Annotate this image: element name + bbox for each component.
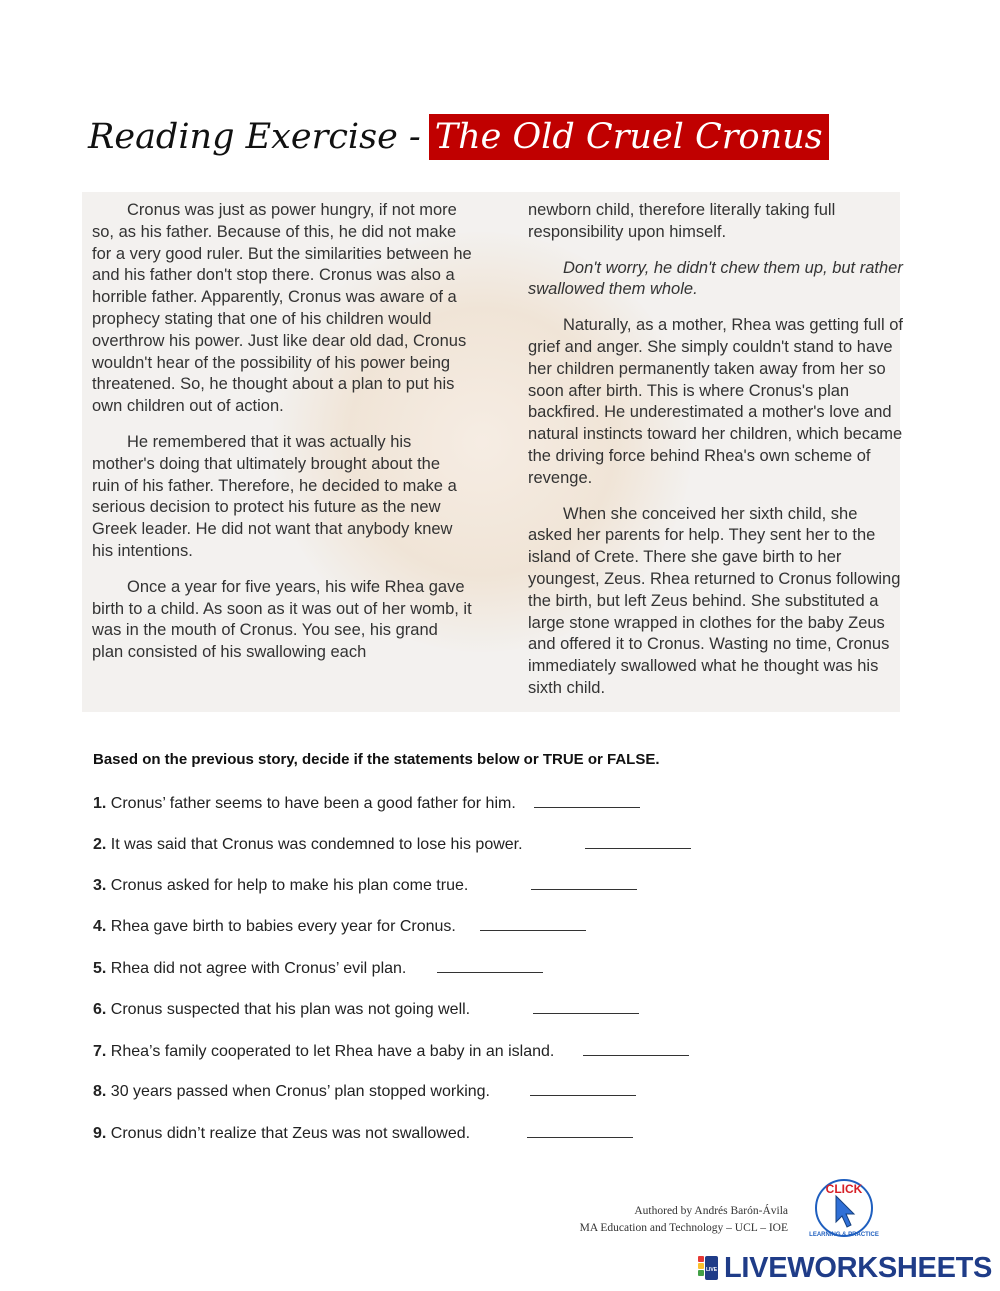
question-text: Rhea’s family cooperated to let Rhea have a baby in an island. [110,1043,555,1060]
question-item [93,958,543,978]
question-item [93,834,691,854]
question-number: 5. [93,960,107,977]
question-number: 8. [93,1083,107,1100]
question-item [93,1123,633,1143]
brand-name: LIVEWORKSHEETS [724,1251,993,1284]
question-number: 6. [93,1001,107,1018]
author-credits [580,1203,788,1237]
logo-top-text: CLICK [825,1182,863,1196]
liveworksheets-mark-icon [696,1254,720,1282]
title-prefix: Reading Exercise - [88,117,421,157]
story-right-column [528,200,906,714]
reading-passage [82,192,903,712]
answer-blank[interactable] [437,958,543,973]
answer-blank[interactable] [527,1123,633,1138]
question-text: Cronus didn’t realize that Zeus was not swallowed. [110,1125,471,1142]
question-number: 7. [93,1043,107,1060]
question-item [93,916,586,936]
question-item [93,1041,689,1061]
brand-mark-text: LIVE [705,1267,718,1273]
liveworksheets-brand [696,1252,992,1284]
story-left-column [92,200,472,678]
logo-bottom-text: LEARNING & PRACTICE [809,1232,879,1238]
question-text: Cronus asked for help to make his plan come true. [110,877,469,894]
story-paragraph: newborn child, therefore literally taking full responsibility upon himself. [528,201,836,241]
question-number: 3. [93,877,107,894]
answer-blank[interactable] [533,999,639,1014]
story-paragraph: Naturally, as a mother, Rhea was getting full of grief and anger. She simply couldn't stand to have her children permanently taken away from her so soon after birth. This is where Cronus's plan backfired. He underestimated a mother's love and natural instincts toward her children, which became the driving force behind Rhea's own scheme of revenge. [528,316,903,487]
story-paragraph: He remembered that it was actually his mother's doing that ultimately brought about the ruin of his father. Therefore, he decided to make a serious decision to protect his future as the new Greek leader. He did not want that anybody knew his intentions. [92,432,457,560]
answer-blank[interactable] [534,793,640,808]
question-item [93,1081,636,1101]
answer-blank[interactable] [583,1041,689,1056]
question-number: 1. [93,795,107,812]
question-text: Cronus’ father seems to have been a good father for him. [110,795,516,812]
question-item [93,875,637,895]
answer-blank[interactable] [585,834,691,849]
question-number: 2. [93,836,107,853]
question-item [93,999,639,1019]
story-paragraph: When she conceived her sixth child, she asked her parents for help. They sent her to the island of Crete. There she gave birth to her youngest, Zeus. Rhea returned to Cronus following the birth, but left Zeus behind. She substituted a large stone wrapped in clothes for the baby Zeus and offered it to Cronus. Wasting no time, Cronus immediately swallowed what he thought was his sixth child. [528,504,901,697]
click-learning-logo [806,1176,882,1240]
question-text: Cronus suspected that his plan was not going well. [110,1001,471,1018]
question-number: 4. [93,918,107,935]
story-italic-aside: Don't worry, he didn't chew them up, but rather swallowed them whole. [528,258,903,299]
question-text: It was said that Cronus was condemned to lose his power. [110,836,523,853]
instructions: Based on the previous story, decide if the statements below or TRUE or FALSE. [93,751,660,768]
author-degree: MA Education and Technology – UCL – IOE [579,1222,788,1234]
question-item [93,793,640,813]
answer-blank[interactable] [530,1081,636,1096]
page-title [88,112,829,162]
question-text: Rhea gave birth to babies every year for Cronus. [110,918,456,935]
answer-blank[interactable] [480,916,586,931]
question-text: 30 years passed when Cronus’ plan stopped working. [110,1083,490,1100]
question-text: Rhea did not agree with Cronus’ evil plan. [110,960,407,977]
answer-blank[interactable] [531,875,637,890]
question-number: 9. [93,1125,107,1142]
story-paragraph: Cronus was just as power hungry, if not more so, as his father. Because of this, he did not make for a very good ruler. But the similarities between he and his father don't stop there. Cronus was also a horrible father. Apparently, Cronus was aware of a prophecy stating that one of his children would overthrow his power. Just like dear old dad, Cronus wouldn't hear of the possibility of his power being threatened. So, he thought about a plan to put his own children out of action. [92,201,472,416]
story-paragraph: Once a year for five years, his wife Rhea gave birth to a child. As soon as it was out of her womb, it was in the mouth of Cronus. You see, his grand plan consisted of his swallowing each [92,577,472,662]
author-name: Authored by Andrés Barón-Ávila [634,1205,788,1217]
title-highlight: The Old Cruel Cronus [429,114,829,160]
